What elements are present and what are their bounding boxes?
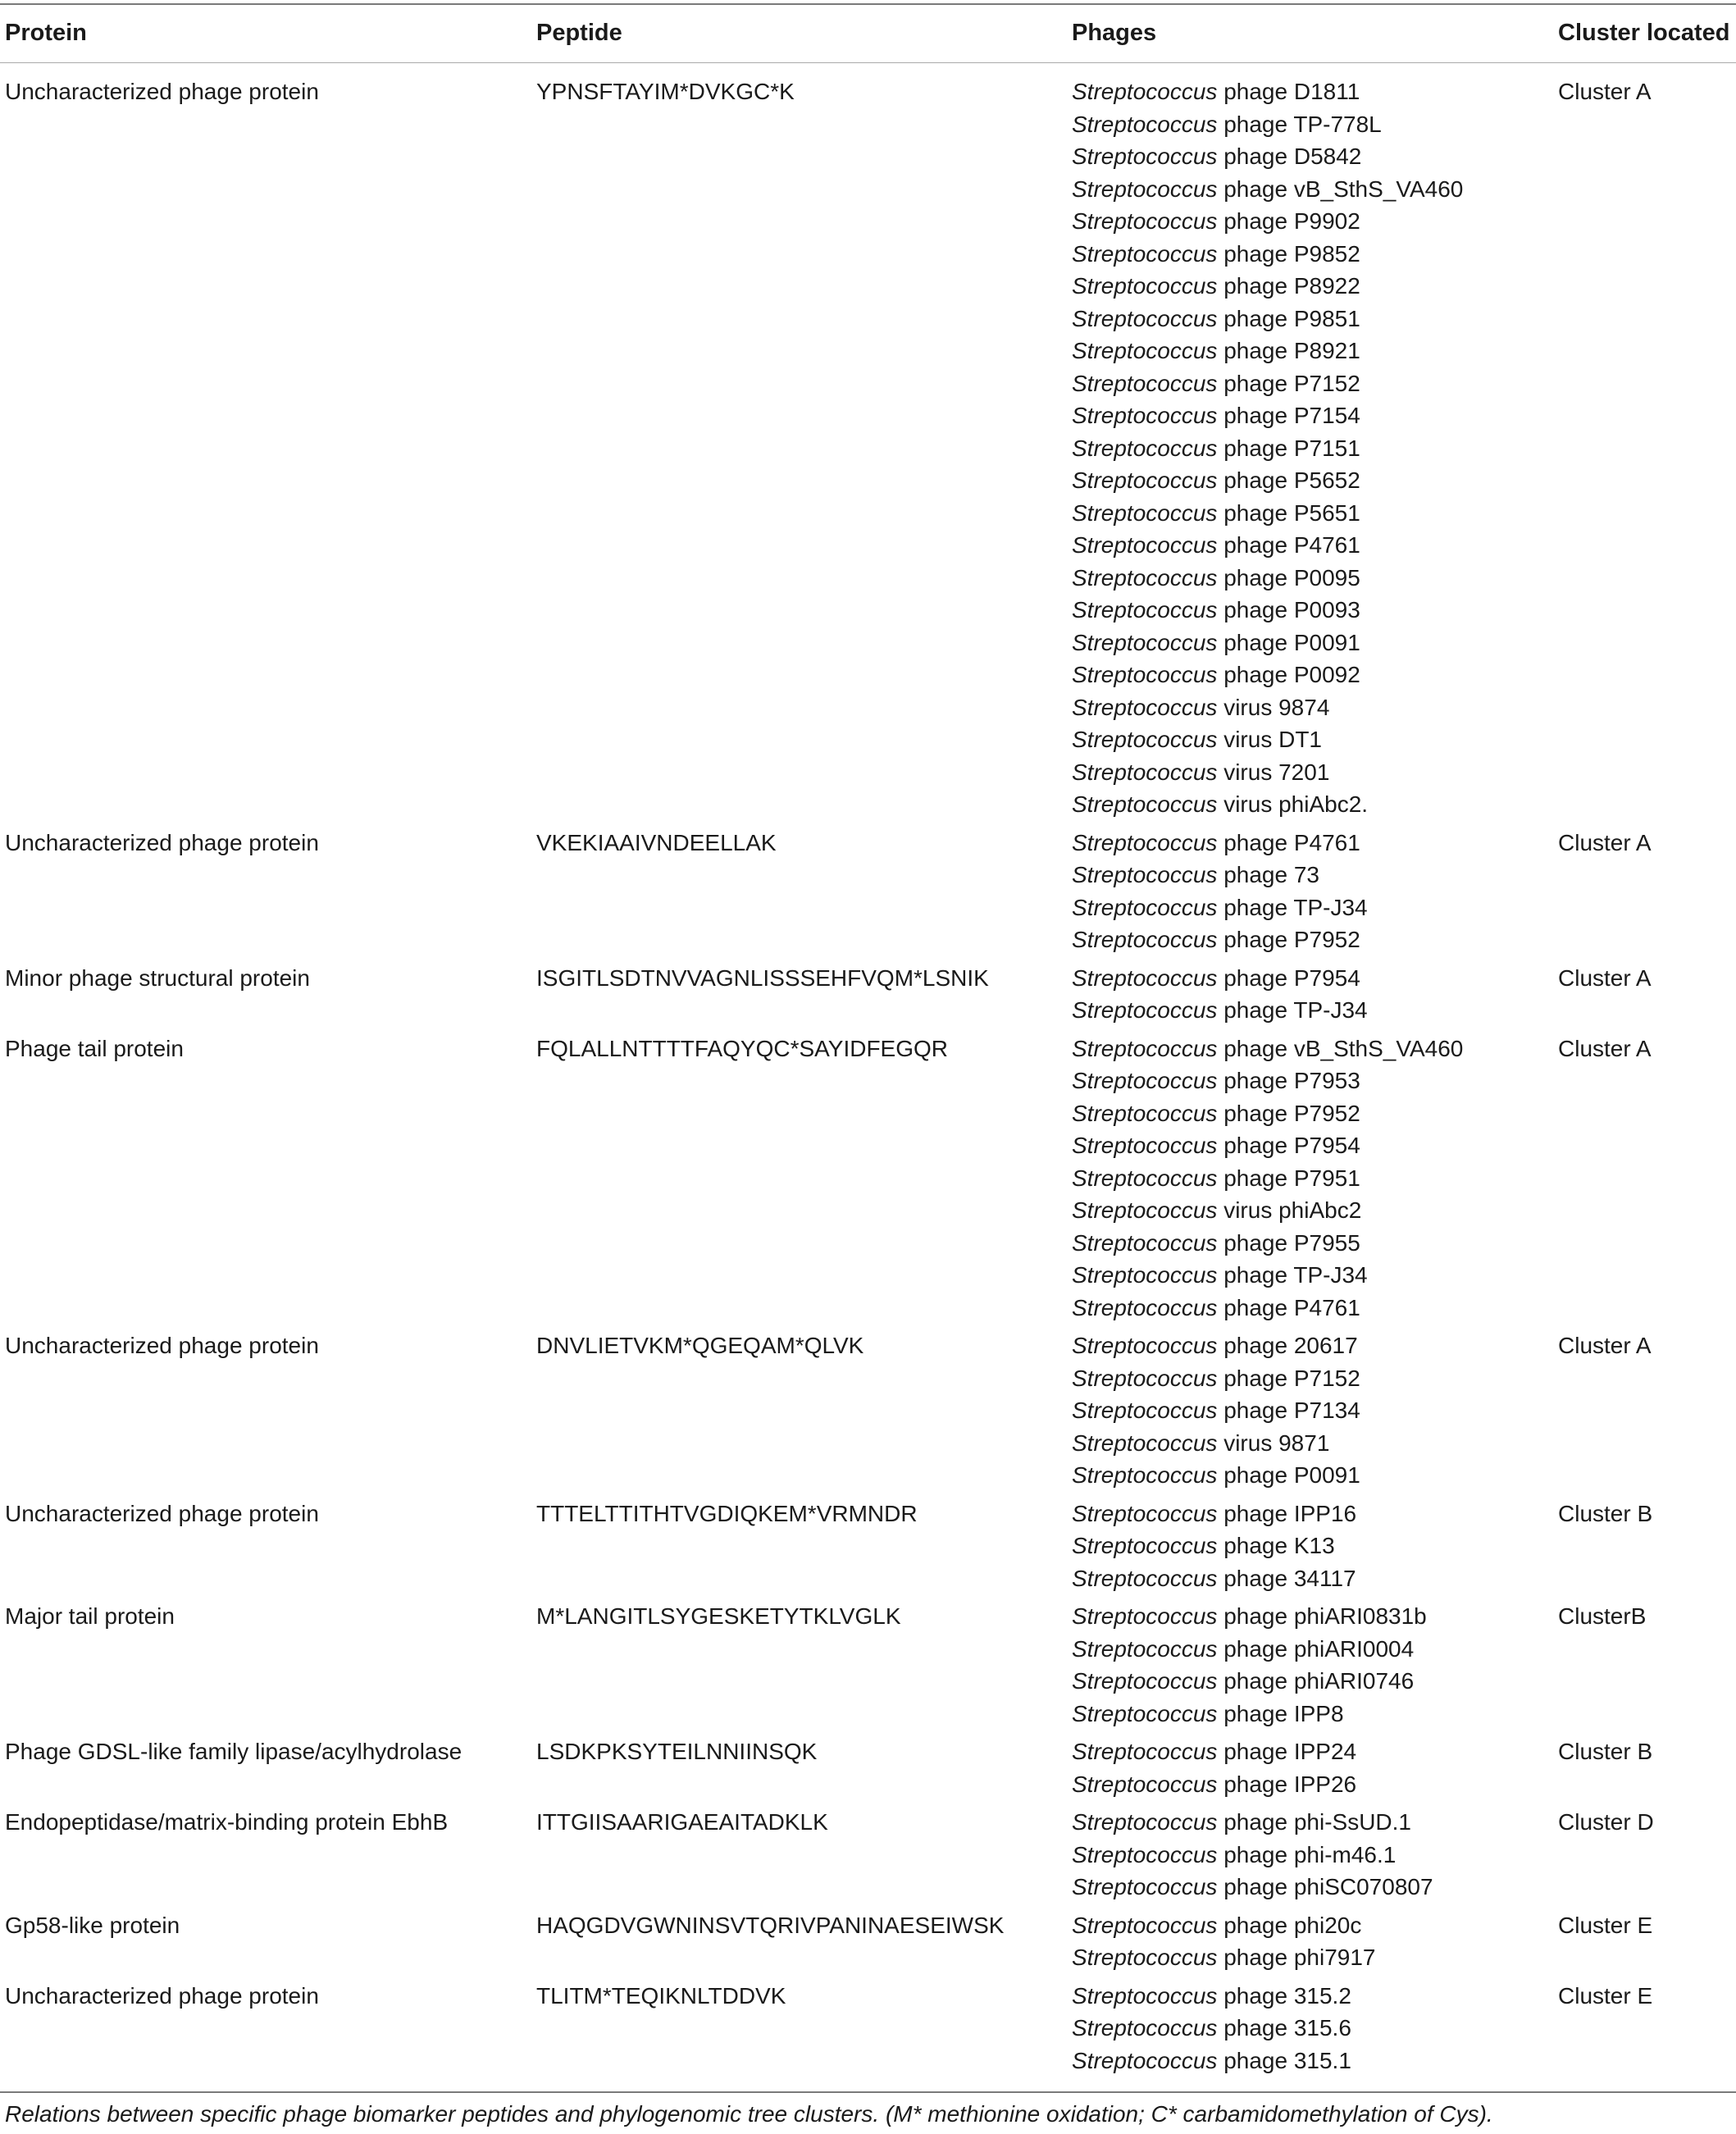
phage-entry (1072, 627, 1463, 659)
phage-entry (1072, 788, 1463, 821)
phage-entry (1072, 1600, 1427, 1633)
peptide-cell: TTTELTTITHTVGDIQKEM*VRMNDR (536, 1500, 918, 1526)
phage-genus: Streptococcus (1072, 2015, 1218, 2041)
phage-genus: Streptococcus (1072, 1809, 1218, 1835)
phage-name: phage P7951 (1217, 1165, 1360, 1191)
phage-entry (1072, 1735, 1356, 1768)
phage-genus: Streptococcus (1072, 629, 1218, 655)
peptide-cell: M*LANGITLSYGESKETYTKLVGLK (536, 1603, 901, 1629)
phage-entry (1072, 1871, 1433, 1904)
phage-name: phage P0095 (1217, 564, 1360, 590)
phage-entry (1072, 75, 1463, 108)
phage-entry (1072, 659, 1463, 691)
phage-genus: Streptococcus (1072, 1229, 1218, 1256)
phage-entry (1072, 1839, 1433, 1872)
phage-name: phage P0092 (1217, 662, 1360, 687)
phage-genus: Streptococcus (1072, 370, 1218, 396)
phage-name: phage TP-J34 (1217, 894, 1368, 920)
phage-entry (1072, 1259, 1463, 1292)
phage-genus: Streptococcus (1072, 1068, 1218, 1093)
peptide-cell: TLITM*TEQIKNLTDDVK (536, 1982, 786, 2009)
phage-entry (1072, 1427, 1360, 1460)
phages-cell (1072, 1329, 1360, 1492)
phages-cell (1072, 1909, 1376, 1974)
phage-name: phage phiARI0004 (1217, 1635, 1415, 1662)
phage-name: phage IPP8 (1217, 1700, 1344, 1726)
phage-name: phage 315.1 (1217, 2047, 1351, 2073)
phage-name: phage TP-J34 (1217, 997, 1368, 1023)
phage-genus: Streptococcus (1072, 1294, 1218, 1320)
phage-name: phage P7953 (1217, 1068, 1360, 1093)
header-phages: Phages (1072, 20, 1157, 46)
phage-name: phage P7954 (1217, 964, 1360, 991)
phages-cell (1072, 962, 1368, 1027)
phage-name: phage P7154 (1217, 403, 1360, 428)
phage-entry (1072, 108, 1463, 141)
phage-name: phage IPP26 (1217, 1771, 1357, 1797)
phage-genus: Streptococcus (1072, 597, 1218, 622)
cluster-cell: Cluster E (1558, 1982, 1653, 2009)
phage-genus: Streptococcus (1072, 1700, 1218, 1726)
cluster-cell: Cluster A (1558, 829, 1652, 855)
protein-cell: Uncharacterized phage protein (5, 829, 319, 855)
cluster-cell: Cluster B (1558, 1500, 1653, 1526)
phage-name: phage vB_SthS_VA460 (1217, 176, 1464, 202)
phage-genus: Streptococcus (1072, 1668, 1218, 1694)
phage-genus: Streptococcus (1072, 964, 1218, 991)
phage-entry (1072, 1162, 1463, 1195)
phage-genus: Streptococcus (1072, 1035, 1218, 1061)
phages-cell (1072, 827, 1368, 956)
phage-name: phage IPP16 (1217, 1500, 1357, 1526)
phage-genus: Streptococcus (1072, 1565, 1218, 1591)
phage-entry (1072, 1698, 1427, 1730)
phage-name: phage TP-778L (1217, 111, 1382, 137)
phage-genus: Streptococcus (1072, 1945, 1218, 1970)
phage-name: phage P7151 (1217, 435, 1360, 461)
phage-genus: Streptococcus (1072, 1771, 1218, 1797)
phage-name: phage D1811 (1217, 79, 1360, 104)
phage-name: phage P9852 (1217, 240, 1360, 267)
phage-name: phage phiARI0831b (1217, 1603, 1427, 1629)
phage-genus: Streptococcus (1072, 1982, 1218, 2009)
phage-genus: Streptococcus (1072, 499, 1218, 526)
phage-genus: Streptococcus (1072, 1333, 1218, 1358)
phage-genus: Streptococcus (1072, 1841, 1218, 1867)
phage-name: phage D5842 (1217, 144, 1362, 169)
phage-name: phage P7955 (1217, 1229, 1360, 1256)
phage-genus: Streptococcus (1072, 1133, 1218, 1158)
cluster-cell: ClusterB (1558, 1603, 1647, 1629)
protein-cell: Uncharacterized phage protein (5, 1982, 319, 2009)
phage-genus: Streptococcus (1072, 467, 1218, 493)
protein-cell: Uncharacterized phage protein (5, 79, 319, 104)
phage-genus: Streptococcus (1072, 1603, 1218, 1629)
phage-genus: Streptococcus (1072, 759, 1218, 785)
phage-entry (1072, 1362, 1360, 1395)
phage-name: phage IPP24 (1217, 1739, 1357, 1764)
phage-genus: Streptococcus (1072, 1100, 1218, 1126)
phage-name: virus DT1 (1217, 727, 1322, 752)
protein-cell: Uncharacterized phage protein (5, 1333, 319, 1358)
phage-genus: Streptococcus (1072, 1462, 1218, 1488)
phage-entry (1072, 1498, 1356, 1530)
phage-name: phage 34117 (1217, 1565, 1356, 1591)
phage-genus: Streptococcus (1072, 1398, 1218, 1423)
phage-name: phage K13 (1217, 1533, 1335, 1558)
phage-entry (1072, 594, 1463, 627)
phage-name: phage phi20c (1217, 1912, 1362, 1938)
phage-genus: Streptococcus (1072, 1874, 1218, 1899)
protein-cell: Major tail protein (5, 1603, 175, 1629)
phage-entry (1072, 1459, 1360, 1492)
phage-name: virus 9871 (1217, 1430, 1330, 1456)
phage-entry (1072, 1530, 1356, 1562)
phage-genus: Streptococcus (1072, 240, 1218, 267)
phage-entry (1072, 1394, 1360, 1427)
phage-entry (1072, 1194, 1463, 1227)
phage-entry (1072, 173, 1463, 206)
phage-name: phage P5651 (1217, 499, 1360, 526)
phages-cell (1072, 1498, 1356, 1595)
phage-entry (1072, 497, 1463, 530)
phage-name: phage vB_SthS_VA460 (1217, 1035, 1464, 1061)
phage-entry (1072, 962, 1368, 995)
phage-entry (1072, 238, 1463, 271)
peptide-cell: VKEKIAAIVNDEELLAK (536, 829, 777, 855)
protein-cell: Phage GDSL-like family lipase/acylhydrolase (5, 1739, 462, 1764)
phage-name: phage P9851 (1217, 305, 1360, 331)
header-rule (0, 62, 1736, 63)
phage-entry (1072, 923, 1368, 956)
cluster-cell: Cluster A (1558, 964, 1652, 991)
phage-name: virus phiAbc2. (1217, 791, 1369, 817)
phage-name: phage P7954 (1217, 1133, 1360, 1158)
phage-genus: Streptococcus (1072, 273, 1218, 299)
phage-genus: Streptococcus (1072, 1533, 1218, 1558)
phage-name: phage phiSC070807 (1217, 1874, 1433, 1899)
phage-entry (1072, 1806, 1433, 1839)
phage-name: phage P7952 (1217, 927, 1360, 952)
phage-genus: Streptococcus (1072, 111, 1218, 137)
protein-cell: Gp58-like protein (5, 1912, 180, 1938)
header-protein: Protein (5, 20, 87, 46)
phage-genus: Streptococcus (1072, 727, 1218, 752)
phages-cell (1072, 1735, 1356, 1800)
phage-entry (1072, 562, 1463, 595)
phage-entry (1072, 723, 1463, 756)
phage-genus: Streptococcus (1072, 1500, 1218, 1526)
phage-name: phage P7952 (1217, 1100, 1360, 1126)
phage-genus: Streptococcus (1072, 1365, 1218, 1391)
phage-entry (1072, 859, 1368, 891)
phage-genus: Streptococcus (1072, 1197, 1218, 1223)
phage-genus: Streptococcus (1072, 1739, 1218, 1764)
phage-entry (1072, 1129, 1463, 1162)
table-caption: Relations between specific phage biomarker peptides and phylogenomic tree clusters. (M* methionine oxidation; C* carbamidomethylation of Cys). (5, 2101, 1493, 2127)
phage-entry (1072, 1909, 1376, 1942)
phage-name: phage P7152 (1217, 1365, 1360, 1391)
peptide-cell: DNVLIETVKM*QGEQAM*QLVK (536, 1333, 864, 1358)
phage-name: phage P5652 (1217, 467, 1360, 493)
phage-entry (1072, 2012, 1351, 2045)
phage-name: phage P0091 (1217, 1462, 1360, 1488)
phage-entry (1072, 205, 1463, 238)
phage-entry (1072, 827, 1368, 860)
phage-genus: Streptococcus (1072, 927, 1218, 952)
phage-genus: Streptococcus (1072, 997, 1218, 1023)
phage-genus: Streptococcus (1072, 829, 1218, 855)
phage-entry (1072, 1562, 1356, 1595)
phage-genus: Streptococcus (1072, 564, 1218, 590)
peptide-cell: ITTGIISAARIGAEAITADKLK (536, 1809, 828, 1835)
phage-genus: Streptococcus (1072, 694, 1218, 720)
phage-entry (1072, 891, 1368, 924)
phage-name: phage 315.2 (1217, 1982, 1351, 2009)
phage-name: phage P4761 (1217, 532, 1360, 558)
phage-name: phage 315.6 (1217, 2015, 1351, 2041)
phage-entry (1072, 1665, 1427, 1698)
phage-entry (1072, 1097, 1463, 1130)
phage-entry (1072, 756, 1463, 789)
peptide-cell: YPNSFTAYIM*DVKGC*K (536, 79, 795, 104)
phage-genus: Streptococcus (1072, 532, 1218, 558)
cluster-cell: Cluster A (1558, 1333, 1652, 1358)
header-peptide: Peptide (536, 20, 622, 46)
protein-cell: Endopeptidase/matrix-binding protein EbhB (5, 1809, 449, 1835)
phage-genus: Streptococcus (1072, 79, 1218, 104)
phage-genus: Streptococcus (1072, 862, 1218, 887)
phages-cell (1072, 1806, 1433, 1904)
phage-genus: Streptococcus (1072, 208, 1218, 234)
phage-name: phage phi-SsUD.1 (1217, 1809, 1411, 1835)
phages-cell (1072, 1033, 1463, 1325)
phage-genus: Streptococcus (1072, 1262, 1218, 1288)
header-cluster: Cluster located (1558, 20, 1730, 46)
phage-name: phage P7152 (1217, 370, 1360, 396)
phage-name: phage phi-m46.1 (1217, 1841, 1397, 1867)
phage-entry (1072, 529, 1463, 562)
phage-entry (1072, 1633, 1427, 1666)
phage-entry (1072, 1033, 1463, 1065)
phage-name: phage TP-J34 (1217, 1262, 1368, 1288)
phage-genus: Streptococcus (1072, 435, 1218, 461)
phage-entry (1072, 367, 1463, 400)
phage-entry (1072, 1768, 1356, 1801)
phage-entry (1072, 432, 1463, 465)
phage-entry (1072, 691, 1463, 724)
phage-genus: Streptococcus (1072, 305, 1218, 331)
phage-name: phage P4761 (1217, 1294, 1360, 1320)
cluster-cell: Cluster A (1558, 79, 1652, 104)
phage-genus: Streptococcus (1072, 2047, 1218, 2073)
phage-genus: Streptococcus (1072, 176, 1218, 202)
protein-cell: Uncharacterized phage protein (5, 1500, 319, 1526)
top-rule (0, 3, 1736, 5)
peptide-cell: LSDKPKSYTEILNNIINSQK (536, 1739, 818, 1764)
phage-name: phage P8921 (1217, 338, 1360, 363)
cluster-cell: Cluster B (1558, 1739, 1653, 1764)
phage-entry (1072, 1980, 1351, 2013)
phage-name: phage P8922 (1217, 273, 1360, 299)
phage-entry (1072, 1329, 1360, 1362)
phage-entry (1072, 994, 1368, 1027)
phage-name: phage P7134 (1217, 1398, 1360, 1423)
phages-cell (1072, 1600, 1427, 1730)
phage-entry (1072, 303, 1463, 335)
protein-cell: Minor phage structural protein (5, 964, 310, 991)
peptide-cell: ISGITLSDTNVVAGNLISSSEHFVQM*LSNIK (536, 964, 989, 991)
phage-entry (1072, 1941, 1376, 1974)
phage-entry (1072, 399, 1463, 432)
phage-genus: Streptococcus (1072, 403, 1218, 428)
phage-name: phage P9902 (1217, 208, 1360, 234)
phage-genus: Streptococcus (1072, 338, 1218, 363)
phage-entry (1072, 335, 1463, 367)
cluster-cell: Cluster E (1558, 1912, 1653, 1938)
phages-cell (1072, 1980, 1351, 2077)
phage-genus: Streptococcus (1072, 1165, 1218, 1191)
phage-genus: Streptococcus (1072, 791, 1218, 817)
phage-genus: Streptococcus (1072, 1430, 1218, 1456)
phage-name: virus phiAbc2 (1217, 1197, 1362, 1223)
protein-cell: Phage tail protein (5, 1035, 184, 1061)
phage-genus: Streptococcus (1072, 144, 1218, 169)
phage-entry (1072, 270, 1463, 303)
cluster-cell: Cluster A (1558, 1035, 1652, 1061)
phage-entry (1072, 1227, 1463, 1260)
phage-genus: Streptococcus (1072, 1912, 1218, 1938)
phage-entry (1072, 1065, 1463, 1097)
bottom-rule (0, 2091, 1736, 2093)
phage-name: virus 7201 (1217, 759, 1330, 785)
phage-name: phage phiARI0746 (1217, 1668, 1415, 1694)
phage-name: phage P0091 (1217, 629, 1360, 655)
peptide-cell: HAQGDVGWNINSVTQRIVPANINAESEIWSK (536, 1912, 1005, 1938)
phage-genus: Streptococcus (1072, 662, 1218, 687)
phage-name: phage P4761 (1217, 829, 1360, 855)
phage-genus: Streptococcus (1072, 1635, 1218, 1662)
phages-cell (1072, 75, 1463, 821)
peptide-cell: FQLALLNTTTTFAQYQC*SAYIDFEGQR (536, 1035, 949, 1061)
phage-name: phage P0093 (1217, 597, 1360, 622)
cluster-cell: Cluster D (1558, 1809, 1654, 1835)
phage-entry (1072, 2045, 1351, 2077)
phage-genus: Streptococcus (1072, 894, 1218, 920)
phage-entry (1072, 140, 1463, 173)
phage-name: phage 73 (1217, 862, 1319, 887)
phage-name: phage 20617 (1217, 1333, 1358, 1358)
phage-name: virus 9874 (1217, 694, 1330, 720)
phage-entry (1072, 1292, 1463, 1325)
phage-entry (1072, 464, 1463, 497)
phage-name: phage phi7917 (1217, 1945, 1376, 1970)
